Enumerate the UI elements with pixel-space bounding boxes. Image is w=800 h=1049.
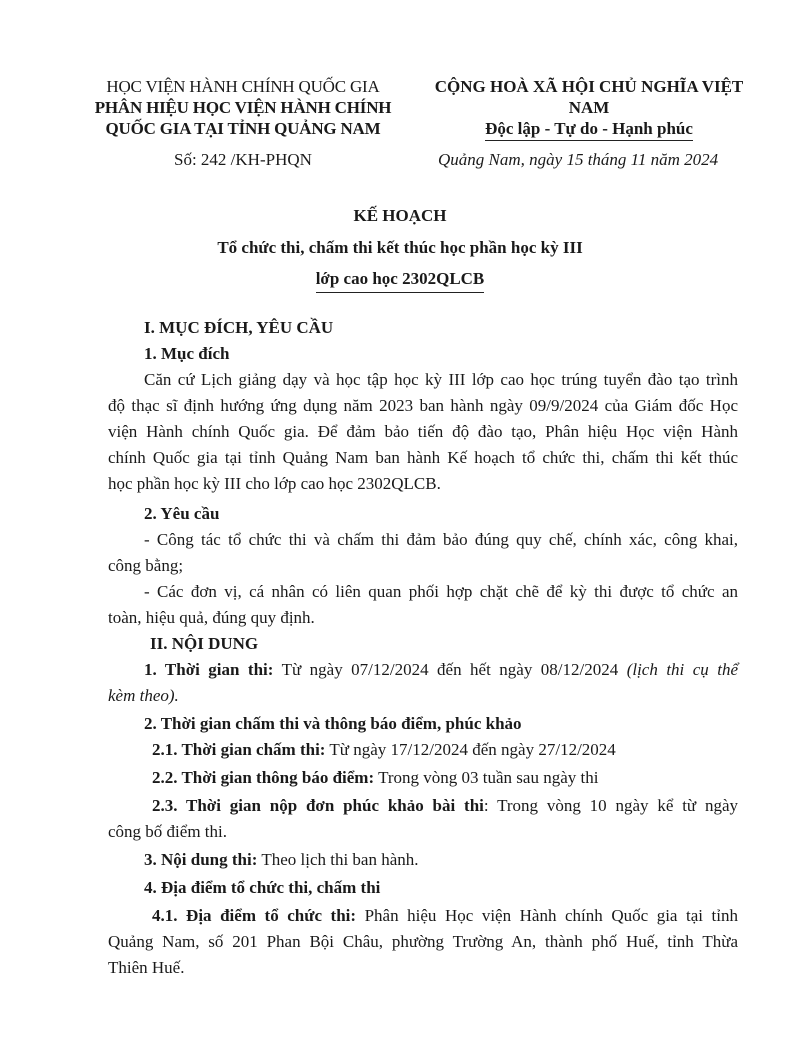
requirement-line: - Các đơn vị, cá nhân có liên quan phối hợp chặt chẽ để kỳ thi được tổ chức an [144,582,738,601]
section1-sub2-heading: 2. Yêu cầu [144,504,220,523]
paragraph-line: chính Quốc gia tại tỉnh Quảng Nam ban hành Kế hoạch tổ chức thi, chấm thi kết thúc [108,448,738,467]
appeal-label: 2.3. Thời gian nộp đơn phúc khảo bài thi [152,796,484,815]
requirement-line: công bằng; [108,556,184,575]
paragraph-line: viện Hành chính Quốc gia. Để đảm bảo tiến độ đào tạo, Phân hiệu Học viện Hành [108,422,738,441]
grading-time-text: Từ ngày 17/12/2024 đến ngày 27/12/2024 [325,740,616,759]
venue-label: 4.1. Địa điểm tổ chức thi: [152,906,357,925]
grading-time-label: 2.1. Thời gian chấm thi: [152,740,326,759]
exam-time-label: 1. Thời gian thi: [144,660,274,679]
venue-line [108,903,738,929]
title-line2: Tổ chức thi, chấm thi kết thúc học phần học kỳ III [217,238,583,257]
agency-name-line2: QUỐC GIA TẠI TỈNH QUẢNG NAM [105,119,381,138]
document-title [0,205,800,293]
score-announce-line [108,765,738,791]
requirement-line: - Công tác tổ chức thi và chấm thi đảm bảo đúng quy chế, chính xác, công khai, [144,530,738,549]
grading-time-line [108,737,738,763]
country-name: CỘNG HOÀ XÃ HỘI CHỦ NGHĨA VIỆT NAM [434,77,744,117]
section1-sub1-heading: 1. Mục đích [144,344,230,363]
title-line1: KẾ HOẠCH [353,206,447,225]
venue-address-line: Quảng Nam, số 201 Phan Bội Châu, phường Trường An, thành phố Huế, tỉnh Thừa [108,932,738,951]
issuing-agency [78,76,408,139]
parent-agency-name: HỌC VIỆN HÀNH CHÍNH QUỐC GIA [106,77,380,96]
appeal-line-cont: công bố điểm thi. [108,822,227,841]
exam-time-note: (lịch thi cụ thể [626,660,738,679]
grading-heading: 2. Thời gian chấm thi và thông báo điểm, phúc khảo [144,714,522,733]
paragraph-line: học phần học kỳ III cho lớp cao học 2302QLCB. [108,474,441,493]
document-body [108,315,738,981]
venue-text: Phân hiệu Học viện Hành chính Quốc gia tại tỉnh [356,906,739,925]
exam-content-label: 3. Nội dung thi: [144,850,258,869]
venue-address-line: Thiên Huế. [108,958,185,977]
agency-name-line1: PHÂN HIỆU HỌC VIỆN HÀNH CHÍNH [94,98,392,117]
paragraph-line: độ thạc sĩ định hướng ứng dụng năm 2023 ban hành ngày 09/9/2024 của Giám đốc Học [108,396,738,415]
title-line3: lớp cao học 2302QLCB [316,268,485,293]
national-motto: Độc lập - Tự do - Hạnh phúc [485,118,693,141]
venue-heading: 4. Địa điểm tổ chức thi, chấm thi [144,878,381,897]
exam-time-text: Từ ngày 07/12/2024 đến hết ngày 08/12/2024 [273,660,627,679]
paragraph-line: Căn cứ Lịch giảng dạy và học tập học kỳ III lớp cao học trúng tuyển đào tạo trình [144,370,738,389]
exam-content-text: Theo lịch thi ban hành. [257,850,419,869]
section2-heading: II. NỘI DUNG [150,634,259,653]
score-announce-text: Trong vòng 03 tuần sau ngày thi [374,768,599,787]
issue-date: Quảng Nam, ngày 15 tháng 11 năm 2024 [438,150,719,169]
requirement-line: toàn, hiệu quả, đúng quy định. [108,608,315,627]
score-announce-label: 2.2. Thời gian thông báo điểm: [152,768,375,787]
appeal-text: : Trong vòng 10 ngày kể từ ngày [483,796,738,815]
appeal-line [108,793,738,819]
reference-number: Số: 242 /KH-PHQN [174,150,312,169]
exam-content-line [108,847,738,873]
exam-time-note-cont: kèm theo). [108,686,179,705]
national-header [416,76,762,141]
exam-time-line [108,657,738,683]
section1-heading: I. MỤC ĐÍCH, YÊU CẦU [144,318,334,337]
